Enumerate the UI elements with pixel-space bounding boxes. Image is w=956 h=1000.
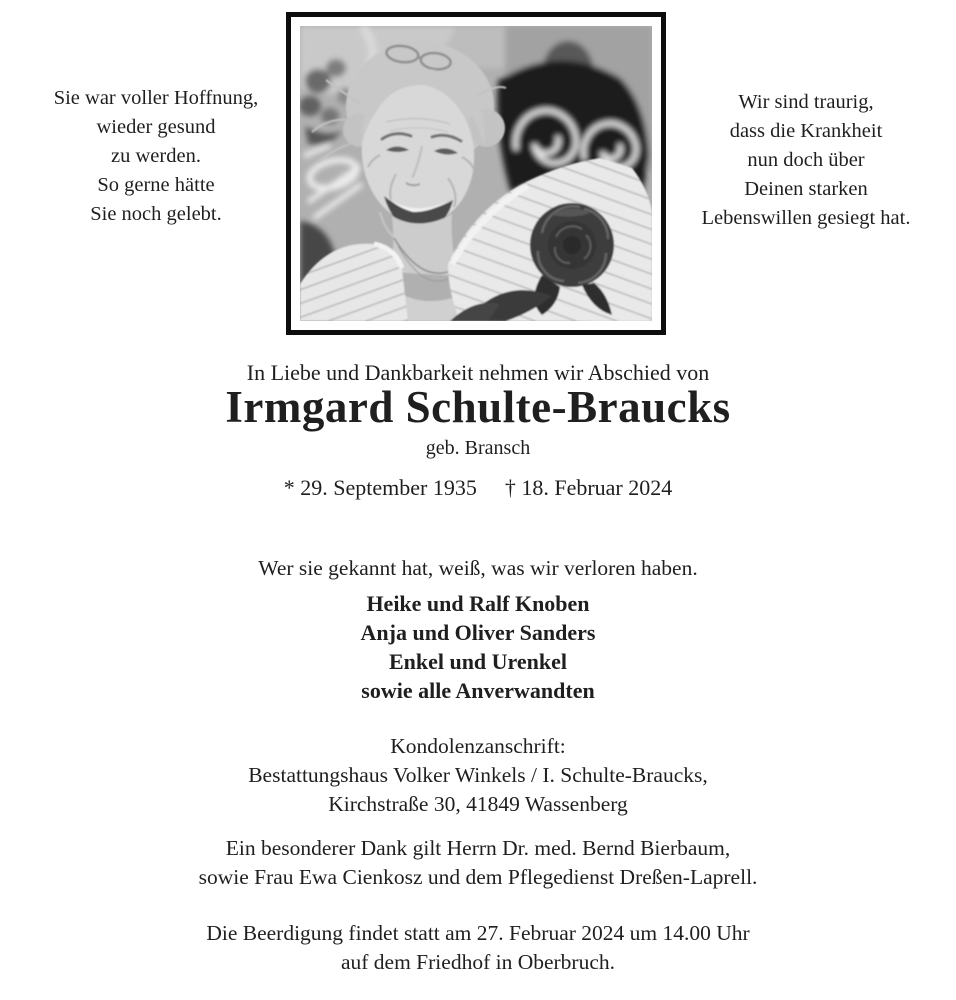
epigraph-left: [18, 84, 294, 229]
mourner-line: sowie alle Anverwandten: [361, 678, 595, 703]
thanks-note: [0, 834, 956, 892]
epigraph-right-line: dass die Krankheit: [729, 120, 883, 142]
funeral-line: auf dem Friedhof in Oberbruch.: [340, 950, 616, 974]
funeral-info: [0, 919, 956, 977]
farewell-intro: In Liebe und Dankbarkeit nehmen wir Abschied von: [246, 360, 710, 385]
condolence-address: [0, 732, 956, 819]
life-dates: [0, 475, 956, 501]
thanks-line: Ein besonderer Dank gilt Herrn Dr. med. Bernd Bierbaum,: [225, 836, 731, 860]
epigraph-left-line: So gerne hätte: [97, 174, 215, 196]
condolence-line: Kirchstraße 30, 41849 Wassenberg: [328, 792, 628, 816]
epigraph-left-line: zu werden.: [111, 145, 201, 167]
tribute-line: Wer sie gekannt hat, weiß, was wir verloren haben.: [258, 556, 698, 580]
epigraph-right-line: Deinen starken: [744, 178, 868, 200]
funeral-line: Die Beerdigung findet statt am 27. Februar 2024 um 14.00 Uhr: [206, 921, 750, 945]
maiden-name: geb. Bransch: [425, 437, 531, 459]
mourner-line: Heike und Ralf Knoben: [366, 591, 590, 616]
portrait-photo: [300, 26, 652, 321]
epigraph-right: [660, 88, 952, 233]
photo-frame: [286, 12, 666, 335]
epigraph-left-line: wieder gesund: [96, 116, 216, 138]
deceased-name: Irmgard Schulte-Braucks: [225, 382, 731, 432]
epigraph-right-line: Wir sind traurig,: [738, 91, 874, 113]
epigraph-left-line: Sie war voller Hoffnung,: [53, 87, 259, 109]
death-date: † 18. Februar 2024: [504, 475, 673, 500]
mourner-line: Enkel und Urenkel: [388, 649, 568, 674]
condolence-heading: Kondolenzanschrift:: [390, 734, 566, 758]
epigraph-left-line: Sie noch gelebt.: [90, 203, 222, 225]
epigraph-right-line: Lebenswillen gesiegt hat.: [701, 207, 911, 229]
birth-date: * 29. September 1935: [283, 475, 477, 500]
thanks-line: sowie Frau Ewa Cienkosz und dem Pflegedienst Dreßen-Laprell.: [198, 865, 758, 889]
mourner-line: Anja und Oliver Sanders: [360, 620, 596, 645]
epigraph-right-line: nun doch über: [747, 149, 865, 171]
mourners-list: [0, 589, 956, 705]
condolence-line: Bestattungshaus Volker Winkels / I. Schulte-Braucks,: [248, 763, 708, 787]
